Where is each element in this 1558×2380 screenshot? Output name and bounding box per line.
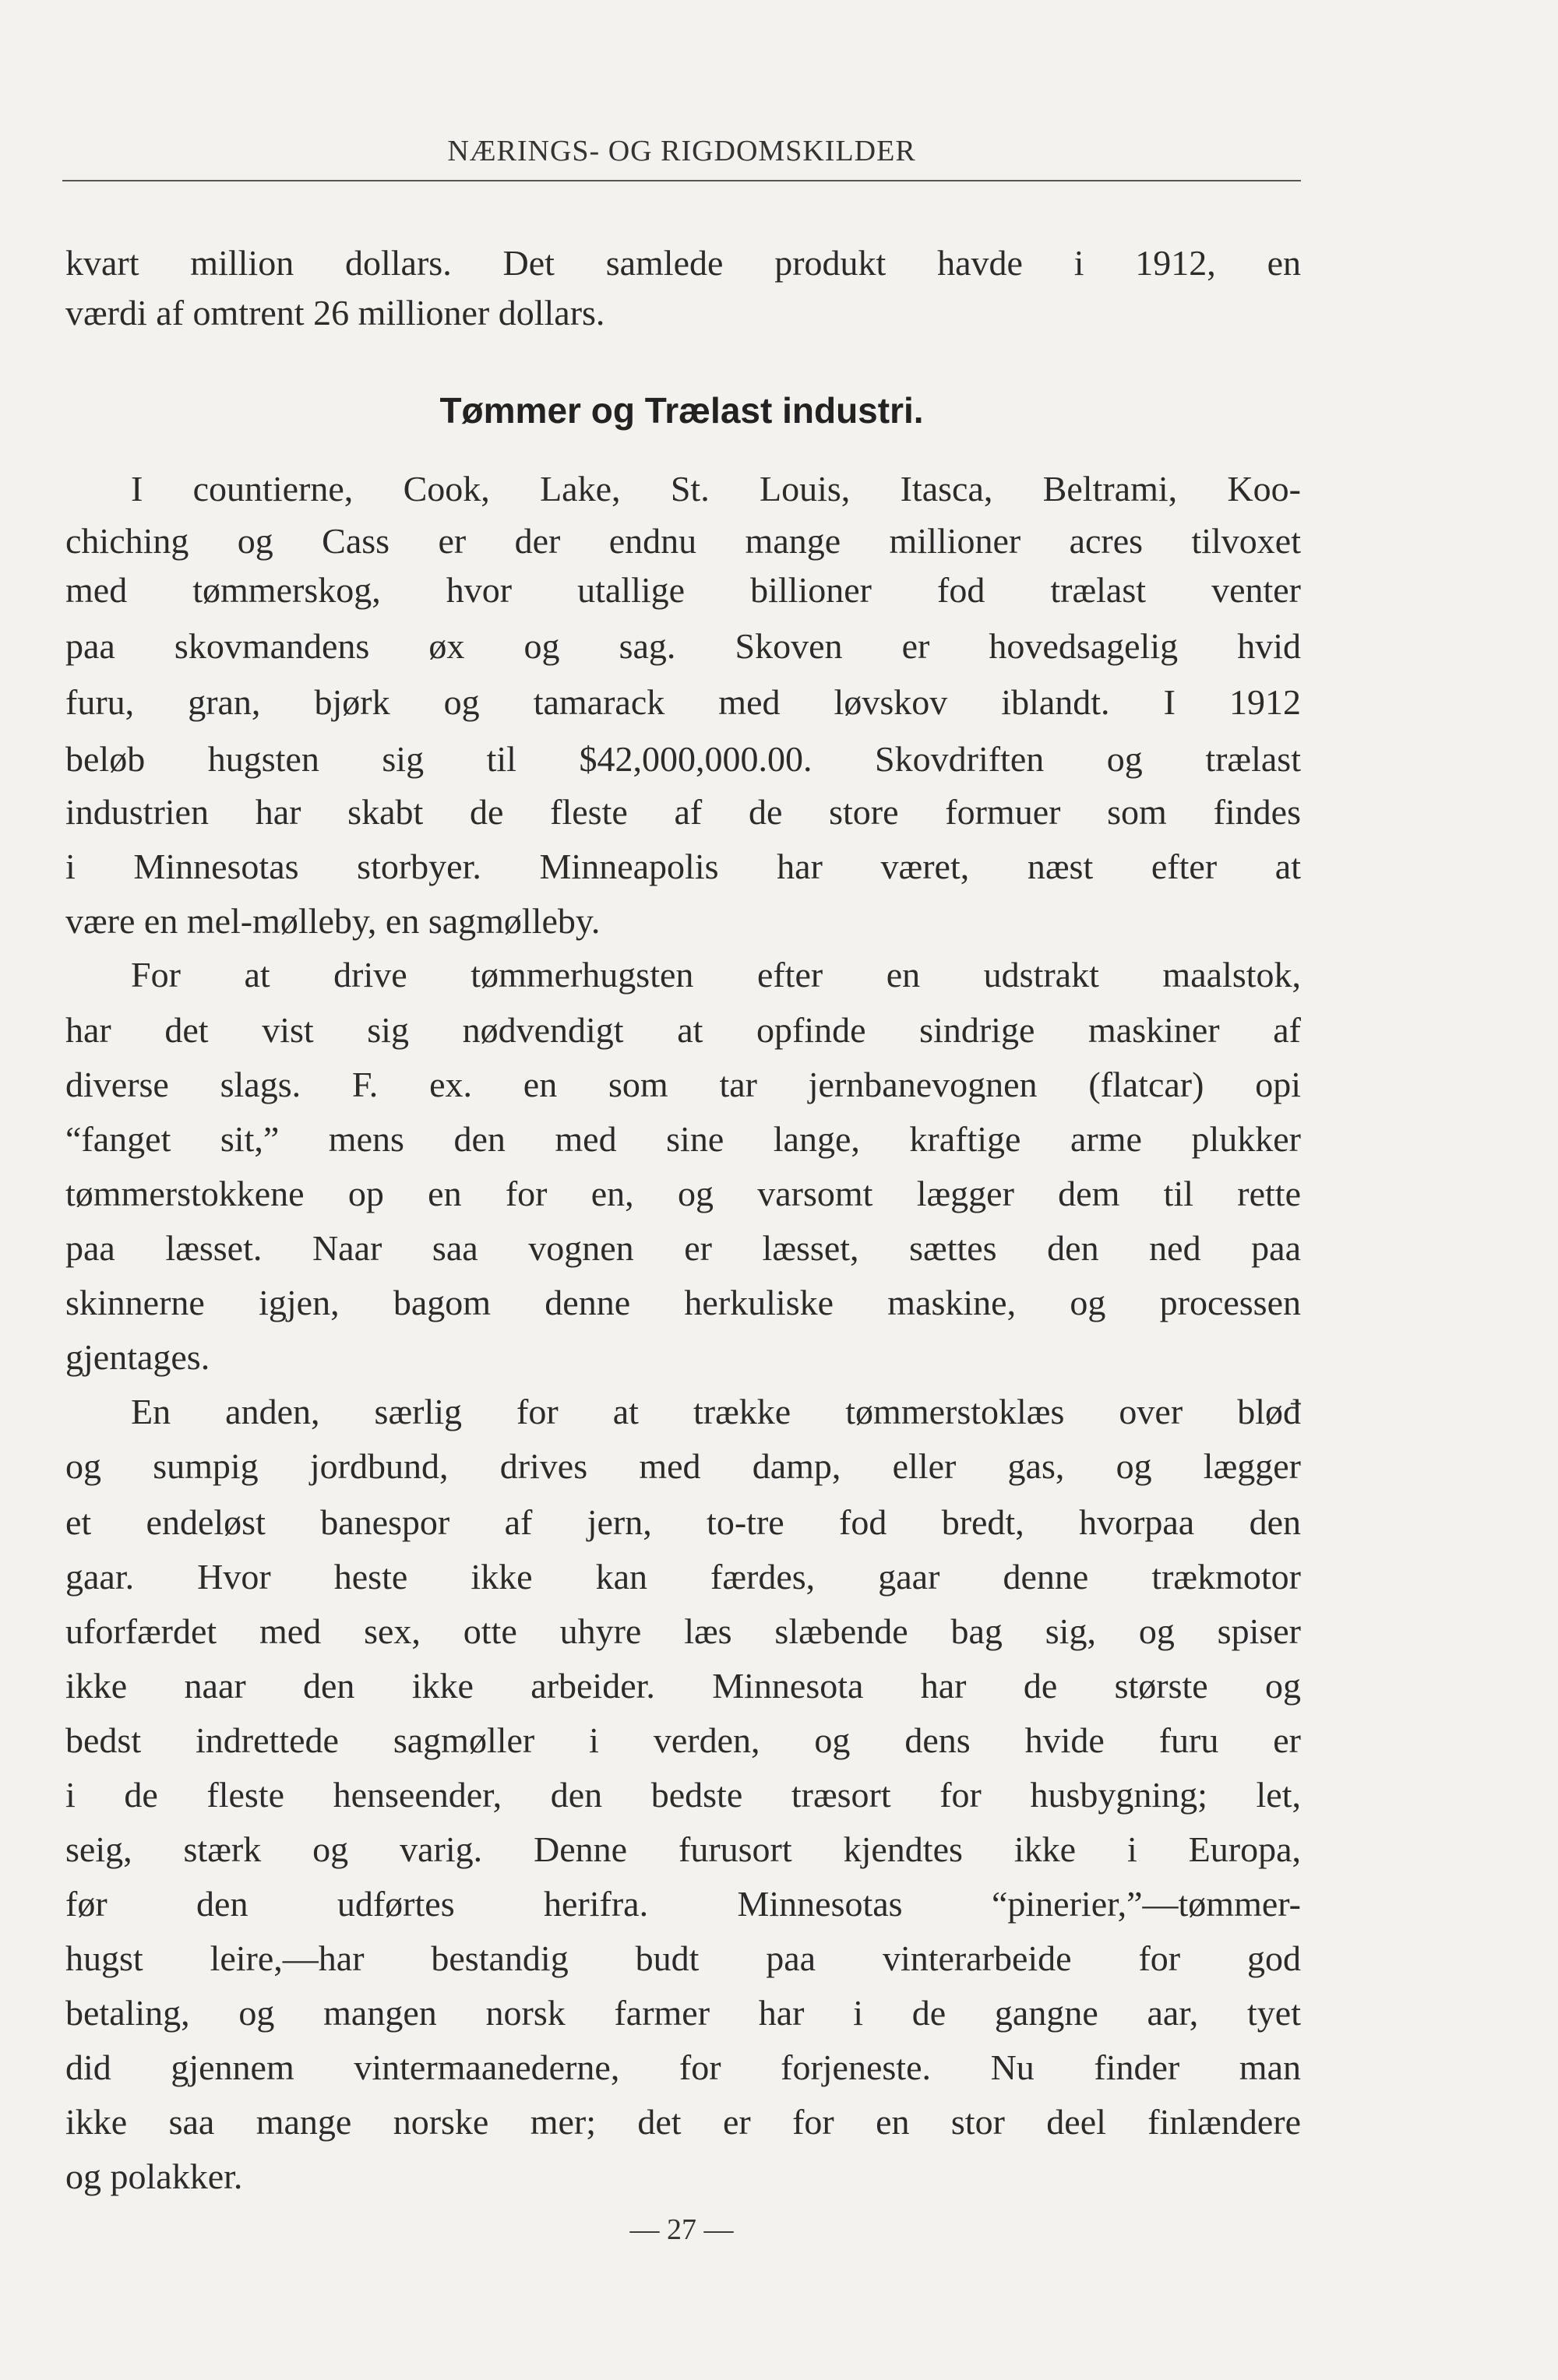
- body-line: betaling, og mangen norsk farmer har i de gangne aar, tyet: [65, 1993, 1301, 2033]
- body-line: did gjennem vintermaanederne, for forjeneste. Nu finder man: [65, 2047, 1301, 2087]
- body-line: industrien har skabt de fleste af de store formuer som findes: [65, 792, 1301, 832]
- body-line: diverse slags. F. ex. en som tar jernbanevognen (flatcar) opi: [65, 1065, 1301, 1104]
- body-line: være en mel-mølleby, en sagmølleby.: [65, 901, 601, 941]
- body-line: og polakker.: [65, 2156, 243, 2196]
- body-line: et endeløst banespor af jern, to-tre fod bredt, hvorpaa den: [65, 1502, 1301, 1542]
- body-line: chiching og Cass er der endnu mange millioner acres tilvoxet: [65, 521, 1301, 561]
- section-heading: Tømmer og Trælast industri.: [439, 390, 924, 431]
- body-line: bedst indrettede sagmøller i verden, og dens hvide furu er: [65, 1720, 1301, 1760]
- header-rule: [62, 180, 1301, 181]
- body-line: I countierne, Cook, Lake, St. Louis, Itasca, Beltrami, Koo-: [131, 469, 1301, 509]
- body-line: gaar. Hvor heste ikke kan færdes, gaar denne trækmotor: [65, 1557, 1301, 1597]
- body-line: hugst leire,—har bestandig budt paa vinterarbeide for god: [65, 1938, 1301, 1978]
- body-line: uforfærdet med sex, otte uhyre læs slæbende bag sig, og spiser: [65, 1611, 1301, 1651]
- body-line: En anden, særlig for at trække tømmerstoklæs over bløđ: [131, 1392, 1301, 1431]
- body-line: værdi af omtrent 26 millioner dollars.: [65, 293, 605, 333]
- body-line: i de fleste henseender, den bedste træsort for husbygning; let,: [65, 1775, 1301, 1815]
- body-line: paa læsset. Naar saa vognen er læsset, sættes den ned paa: [65, 1228, 1301, 1268]
- body-line: med tømmerskog, hvor utallige billioner fod trælast venter: [65, 570, 1301, 610]
- body-line: i Minnesotas storbyer. Minneapolis har været, næst efter at: [65, 847, 1301, 886]
- body-line: før den udførtes herifra. Minnesotas “pinerier,”—tømmer-: [65, 1884, 1301, 1924]
- body-line: furu, gran, bjørk og tamarack med løvskov iblandt. I 1912: [65, 682, 1301, 722]
- body-line: For at drive tømmerhugsten efter en udstrakt maalstok,: [131, 955, 1301, 995]
- body-line: og sumpig jordbund, drives med damp, eller gas, og lægger: [65, 1446, 1301, 1486]
- body-line: skinnerne igjen, bagom denne herkuliske maskine, og processen: [65, 1283, 1301, 1322]
- body-line: ikke naar den ikke arbeider. Minnesota har de største og: [65, 1666, 1301, 1706]
- body-line: kvart million dollars. Det samlede produkt havde i 1912, en: [65, 243, 1301, 283]
- body-line: ikke saa mange norske mer; det er for en stor deel finlændere: [65, 2102, 1301, 2142]
- page-number: — 27 —: [629, 2213, 734, 2246]
- body-line: gjentages.: [65, 1337, 210, 1377]
- body-line: paa skovmandens øx og sag. Skoven er hovedsagelig hvid: [65, 626, 1301, 666]
- body-line: seig, stærk og varig. Denne furusort kjendtes ikke i Europa,: [65, 1829, 1301, 1869]
- body-line: beløb hugsten sig til $42,000,000.00. Skovdriften og trælast: [65, 739, 1301, 779]
- body-line: tømmerstokkene op en for en, og varsomt lægger dem til rette: [65, 1174, 1301, 1213]
- body-line: har det vist sig nødvendigt at opfinde sindrige maskiner af: [65, 1010, 1301, 1050]
- running-head: NÆRINGS- OG RIGDOMSKILDER: [447, 135, 916, 167]
- body-line: “fanget sit,” mens den med sine lange, kraftige arme plukker: [65, 1119, 1301, 1159]
